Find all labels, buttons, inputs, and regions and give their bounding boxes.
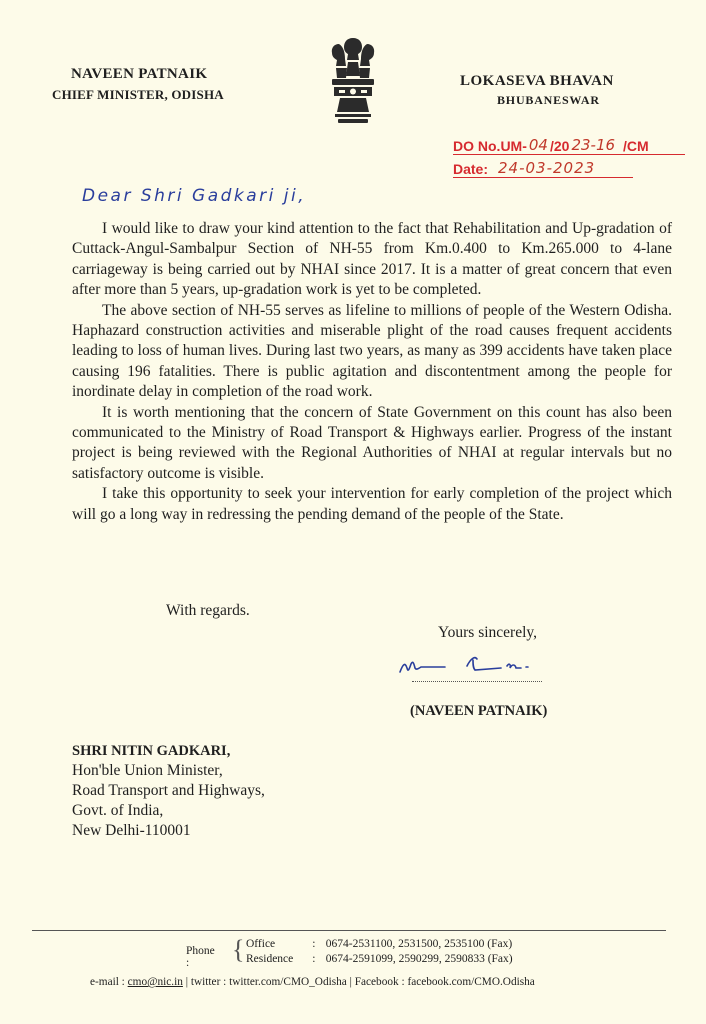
footer-divider	[32, 930, 666, 931]
paragraph: I take this opportunity to seek your intervention for early completion of the project which will go a long way in redressing the pending demand of the people of the State.	[72, 485, 672, 523]
do-number-handwritten: 04	[528, 136, 548, 154]
contact-line	[90, 976, 535, 988]
national-emblem-icon	[318, 32, 388, 128]
office-numbers: 0674-2531100, 2531500, 2535100 (Fax)	[325, 938, 513, 950]
signatory-name: (NAVEEN PATNAIK)	[410, 703, 548, 719]
residence-numbers: 0674-2591099, 2590299, 2590833 (Fax)	[325, 953, 513, 965]
reference-stamp	[453, 132, 685, 178]
paragraph: I would like to draw your kind attention to the fact that Rehabilitation and Up-gradation of Cuttack-Angul-Sambalpur Section of NH-55 from Km.0.400 to Km.265.000 to 4-lane carriageway is being carried out by NHAI since 2017. It is a matter of great concern that even after more than 5 years, up-gradation work is yet to be completed.	[72, 220, 672, 299]
phone-label: Phone :	[186, 945, 215, 969]
signature-underline	[412, 681, 542, 682]
facebook-label: Facebook :	[354, 976, 405, 988]
residence-phone-row	[246, 953, 513, 965]
paragraph: It is worth mentioning that the concern of State Government on this count has also been communicated to the Ministry of Road Transport & Highways earlier. Progress of the instant project is being reviewed with the Regional Authorities of NHAI at regular intervals but no satisfactory outcome is visible.	[72, 403, 672, 482]
do-prefix: DO No.UM-	[453, 138, 527, 154]
do-number-line	[453, 132, 685, 155]
email-link[interactable]: cmo@nic.in	[127, 976, 183, 988]
twitter-label: twitter :	[190, 976, 227, 988]
do-mid: /20	[549, 138, 570, 154]
salutation: Dear Shri Gadkari ji,	[82, 186, 307, 206]
header-name: NAVEEN PATNAIK	[71, 66, 208, 82]
recipient-name: SHRI NITIN GADKARI,	[72, 743, 231, 759]
regards-line: With regards.	[166, 602, 250, 619]
office-location: LOKASEVA BHAVAN	[460, 73, 614, 89]
do-year-handwritten: 23-16	[571, 136, 616, 154]
handwritten-signature	[395, 650, 555, 685]
letter-body	[72, 219, 672, 525]
paragraph: The above section of NH-55 serves as lifeline to millions of people of the Western Odisha. Haphazard construction activities and miserable plight of the road causes frequent accidents leading to loss of human lives. During last two years, as many as 399 accidents have taken place causing 196 fatalities. There is public agitation and discontentment among the people for inordinate delay in completion of the road work.	[72, 301, 672, 401]
date-line	[453, 155, 633, 178]
separator: |	[185, 976, 189, 988]
office-city: BHUBANESWAR	[497, 93, 600, 107]
date-value: 24-03-2023	[498, 159, 596, 177]
date-label: Date:	[453, 161, 489, 177]
separator: |	[349, 976, 352, 988]
sincerely-line: Yours sincerely,	[438, 624, 538, 641]
recipient-address	[72, 741, 265, 841]
recipient-line: Govt. of India,	[72, 802, 164, 819]
colon: :	[312, 953, 316, 965]
colon: :	[312, 938, 316, 950]
facebook-link[interactable]: facebook.com/CMO.Odisha	[407, 976, 535, 988]
office-label: Office	[246, 938, 276, 950]
brace-icon: {	[232, 935, 245, 964]
header-title: CHIEF MINISTER, ODISHA	[52, 87, 224, 102]
residence-label: Residence	[246, 953, 294, 965]
email-label: e-mail :	[90, 976, 125, 988]
recipient-line: Hon'ble Union Minister,	[72, 762, 223, 779]
twitter-link[interactable]: twitter.com/CMO_Odisha	[229, 976, 347, 988]
recipient-line: Road Transport and Highways,	[72, 782, 265, 799]
office-phone-row	[246, 938, 512, 950]
do-suffix: /CM	[623, 138, 649, 154]
recipient-line: New Delhi-110001	[72, 822, 191, 839]
